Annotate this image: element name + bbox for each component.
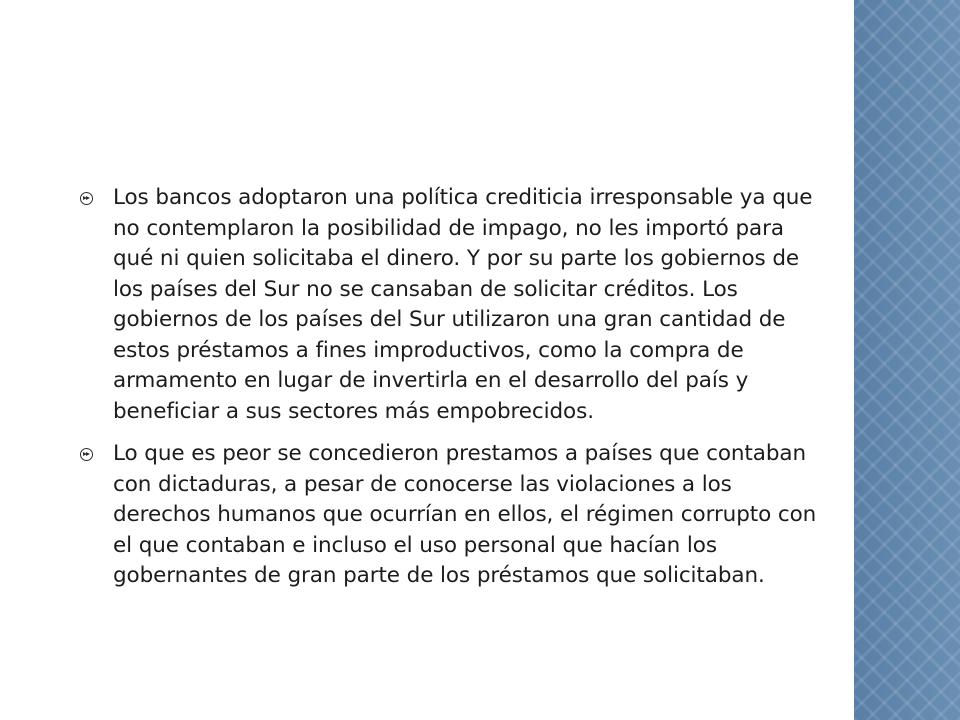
- decorative-side-panel: [854, 0, 960, 720]
- bullet-text-1: Los bancos adoptaron una política crediticia irresponsable ya que no contemplaron la posibilidad de impago, no les importó para qué ni quien solicitaba el dinero. Y por su parte los gobiernos de los países del Sur no se cansaban de solicitar créditos. Los gobiernos de los países del Sur utilizaron una gran cantidad de estos préstamos a fines improductivos, como la compra de armamento en lugar de invertirla en el desarrollo del país y beneficiar a sus sectores más empobrecidos.: [113, 185, 813, 424]
- double-chevron-circle-icon: [80, 192, 93, 205]
- bullet-text-2: Lo que es peor se concedieron prestamos a países que contaban con dictaduras, a pesar de conocerse las violaciones a los derechos humanos que ocurrían en ellos, el régimen corrupto con el que contaban e incluso el uso personal que hacían los gobernantes de gran parte de los préstamos que solicitaban.: [113, 441, 817, 588]
- bullet-item-1: [80, 183, 825, 427]
- bullet-item-2: [80, 439, 825, 592]
- double-chevron-circle-icon: [80, 448, 93, 461]
- bullet-list: [80, 183, 825, 604]
